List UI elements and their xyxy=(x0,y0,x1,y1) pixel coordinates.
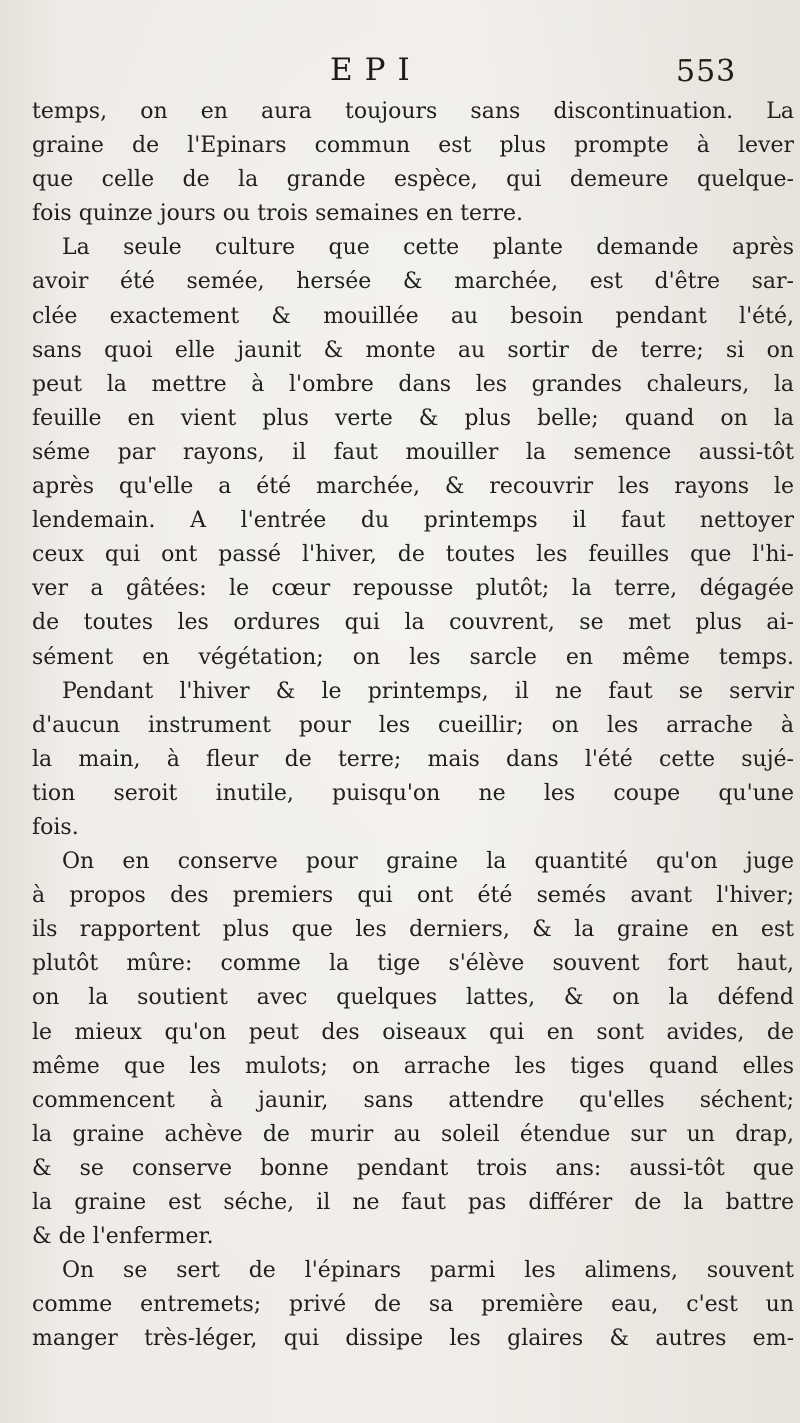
text-line: ils rapportent plus que les derniers, & la graine en est xyxy=(32,917,794,943)
body-text xyxy=(32,95,794,1356)
page-number: 553 xyxy=(676,54,737,89)
text-line: On en conserve pour graine la quantité qu'on juge xyxy=(62,849,794,875)
text-line: peut la mettre à l'ombre dans les grandes chaleurs, la xyxy=(32,371,794,397)
text-line: clée exactement & mouillée au besoin pendant l'été, xyxy=(32,303,794,329)
text-line: comme entremets; privé de sa première eau, c'est un xyxy=(32,1292,794,1318)
text-line: ceux qui ont passé l'hiver, de toutes les feuilles que l'hi- xyxy=(32,542,794,568)
text-line: de toutes les ordures qui la couvrent, se met plus ai- xyxy=(32,610,794,636)
text-line: manger très-léger, qui dissipe les glaires & autres em- xyxy=(32,1326,794,1352)
text-line: la main, à fleur de terre; mais dans l'été cette sujé- xyxy=(32,746,794,772)
text-line: on la soutient avec quelques lattes, & on la défend xyxy=(32,985,794,1011)
text-line: fois quinze jours ou trois semaines en terre. xyxy=(32,201,524,227)
text-line: La seule culture que cette plante demande après xyxy=(62,235,794,261)
text-line: même que les mulots; on arrache les tiges quand elles xyxy=(32,1053,794,1079)
running-head: EPI xyxy=(330,52,422,88)
text-line: sans quoi elle jaunit & monte au sortir de terre; si on xyxy=(32,337,794,363)
text-line: que celle de la grande espèce, qui demeure quelque- xyxy=(32,167,794,193)
text-line: à propos des premiers qui ont été semés avant l'hiver; xyxy=(32,883,794,909)
text-line: Pendant l'hiver & le printemps, il ne faut se servir xyxy=(62,678,794,704)
text-line: la graine est séche, il ne faut pas différer de la battre xyxy=(32,1190,794,1215)
text-line: tion seroit inutile, puisqu'on ne les coupe qu'une xyxy=(32,780,794,806)
text-line: la graine achève de murir au soleil étendue sur un drap, xyxy=(32,1121,794,1147)
text-line: d'aucun instrument pour les cueillir; on les arrache à xyxy=(32,712,794,738)
text-line: & se conserve bonne pendant trois ans: aussi-tôt que xyxy=(32,1155,794,1181)
text-line: graine de l'Epinars commun est plus prompte à lever xyxy=(32,133,794,159)
text-line: temps, on en aura toujours sans discontinuation. La xyxy=(32,99,794,124)
text-line: commencent à jaunir, sans attendre qu'elles séchent; xyxy=(32,1087,794,1113)
text-line: fois. xyxy=(32,814,79,840)
page-header xyxy=(0,52,800,92)
text-line: lendemain. A l'entrée du printemps il faut nettoyer xyxy=(32,508,794,534)
text-line: séme par rayons, il faut mouiller la semence aussi-tôt xyxy=(32,439,794,465)
text-line: le mieux qu'on peut des oiseaux qui en sont avides, de xyxy=(32,1019,794,1045)
text-line: plutôt mûre: comme la tige s'élève souvent fort haut, xyxy=(32,951,794,977)
text-line: feuille en vient plus verte & plus belle; quand on la xyxy=(32,405,794,431)
text-line: après qu'elle a été marchée, & recouvrir les rayons le xyxy=(32,474,794,500)
text-line: sément en végétation; on les sarcle en même temps. xyxy=(32,644,794,670)
text-line: On se sert de l'épinars parmi les alimens, souvent xyxy=(62,1258,794,1284)
text-line: & de l'enfermer. xyxy=(32,1224,214,1250)
text-line: avoir été semée, hersée & marchée, est d'être sar- xyxy=(32,269,794,295)
text-line: ver a gâtées: le cœur repousse plutôt; la terre, dégagée xyxy=(32,576,794,602)
